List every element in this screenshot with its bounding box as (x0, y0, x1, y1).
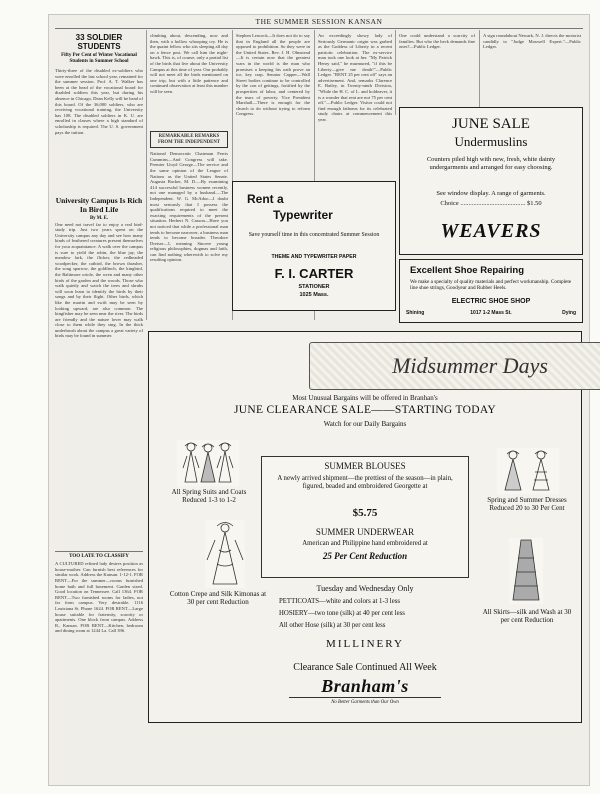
column-4 (318, 33, 392, 183)
typewriter-title-1: Rent a (247, 192, 284, 206)
branhams-slogan: No Better Garments than Our Own (331, 700, 399, 705)
remarks-continued: Stephen Leacock—It does not do to say that in England all the people are opposed to prohibition. So they were in the United States. Rev. J. H. Olmstead—It is certain now that the greatest wars in the world is the man who promises a keeping his oath prove an ice, key crap. Senator Capper—Wall Street bodies continue to be controlled by the con of gettings, fortified by the prosperities of labor, and centered by the tears of poverty. Vice President Marshall—There is enough for the church to do without trying to reform Congress. (236, 33, 310, 117)
remarks-box-title: REMARKABLE REMARKS FROM THE INDEPENDENT (150, 131, 228, 148)
typewriter-title-2: Typewriter (273, 208, 333, 222)
clearance-text: Clearance Sale Continued All Week (293, 662, 437, 673)
shoe-shop-name: ELECTRIC SHOE SHOP (451, 298, 531, 305)
blouses-price: $5.75 (352, 507, 378, 519)
ad-branhams (148, 331, 582, 723)
petticoats-text: PETTICOATS—white and colors at 1-3 less (279, 598, 401, 605)
ad-typewriter (232, 181, 396, 311)
column-rule (479, 30, 480, 115)
subhead-soldiers: Fifty Per Cent of Winter Vocational Students in Summer School (61, 53, 137, 64)
blouses-box (261, 456, 469, 578)
underwear-reduction: 25 Per Cent Reduction (322, 551, 408, 561)
branhams-daily: Watch for our Daily Bargains (323, 420, 407, 428)
underwear-body: American and Philippine hand embroidered at (302, 540, 428, 547)
branhams-logo: Branham's (289, 676, 441, 698)
article-soldiers-body: Thirty-three of the disabled ex-soldiers who were enrolled the last school year, remained for the summer session. Prof. A. T. Walker has been at the head of the vocational board for disabled soldiers this year, but during his absence in Chicago, Dean Kelly will be head of this board. Of the 36,000 soldiers, who are receiving vocational training, the University has 108. The disabled soldiers in K. U. are enrolled in classes where a high standard of scholarship is required. The U. S. government pays the tuition. (55, 68, 143, 135)
suits-text: All Spring Suits and Coats Reduced 1-3 to 1-2 (171, 488, 247, 504)
classified-heading: TOO LATE TO CLASSIFY (55, 551, 143, 560)
hosiery-text: HOSIERY—two tone (silk) at 40 per cent less (279, 610, 405, 617)
days-text: Tuesday and Wednesday Only (316, 584, 414, 593)
dresses-illustration (497, 448, 559, 494)
skirts-text: All Skirts—silk and Wash at 30 per cent Reduction (482, 608, 572, 624)
shoe-dying: Dying (562, 310, 576, 316)
kimonas-text: Cotton Crepe and Silk Kimonas at 30 per cent Reduction (169, 590, 267, 606)
column-rule (146, 30, 147, 320)
article-birds-continued: climbing about, descending, now and then, with a hollow whooping cry. He is the quaint fellow who sits sleeping all day on a fence post. We call him the night-hawk. This is, of course, only a partial list of the birds that live about the University Campus at this time of year. Our probably will not meet all the birds mentioned on one trip, but with a little patience and continued observation at least this number will be seen. (150, 33, 228, 94)
june-sale-choice: Choice ........................................ $1.50 (440, 200, 542, 207)
blouses-body: A newly arrived shipment—the prettiest of the season—in plain, figured, beaded and embroidered Georgette at (277, 475, 453, 491)
column-3 (236, 33, 310, 193)
june-sale-body: Counters piled high with new, fresh, white dainty undergarments and arranged for easy choosing. (426, 156, 556, 171)
branhams-intro: Most Unusual Bargains will be offered in Branhan's (292, 394, 438, 402)
ad-shoe-repair (399, 259, 583, 323)
column-2 (150, 33, 228, 313)
headline-birds: University Campus Is Rich In Bird Life (55, 196, 143, 214)
june-sale-subtitle: Undermuslins (454, 134, 528, 149)
carter-stationer: STATIONER (298, 284, 330, 290)
typewriter-paper: THEME AND TYPEWRITER PAPER (271, 254, 357, 260)
shoe-shining: Shining (406, 310, 425, 316)
skirts-illustration (509, 538, 543, 604)
millinery-text: MILLINERY (326, 638, 404, 650)
remarks-body: National Democratic Chairman Ferris Cummins—And Congress will take. Premier Lloyd George—The service and the same opinion of the League of Nations as the United States Senate. Augusta Backer, M. D.—By examining 414 successful business women recently, not one managed by a husband.—The Independent. W. G. McAdoo—I doubt most seriously that I possess the qualifications required to meet the exacting requirements of the present situation. Herbert N. Casson—Have you not noticed that while a professional man tends to become narrower, a business man tends to become broader. Theodore Dreiser—I, meaning Sincere young religious philosophies, dogmas and faith, can find nothing wherewith to solve my resulting opinion. (150, 151, 228, 263)
june-sale-display: See window display. A range of garments. (436, 190, 546, 197)
humor-snippet-2: A sign roundabout Newark, N. J. directs the motorist candidly to "Judge Maxwell Expert."—Public Ledger. (483, 33, 581, 50)
blouses-title: SUMMER BLOUSES (324, 461, 406, 471)
hose-text: All other Hose (silk) at 30 per cent less (279, 622, 386, 629)
carter-name: F. I. CARTER (274, 266, 354, 281)
typewriter-body: Save yourself time in this concentrated Summer Session (248, 232, 380, 238)
masthead-rule (55, 28, 583, 29)
suits-illustration (177, 440, 239, 486)
article-birds-body: One need not travel far to enjoy a real bird-study trip. Just two years spent on the University campus any day and see how many kinds of feathered creatures present themselves for your acquaintance. A walk over the campus is sure to yield the robin, the blue jay, the meadow lark, the flicker, the redheaded woodpecker, the catbird, the brown thrasher, the song sparrow, the goldfinch, the kingbird, the Baltimore oriole, the wren and many other birds of the garden and the woods. Those who walk quietly and watch the trees and shrubs will soon learn to identify the birds by their songs and by their flight. Other birds, which like the martin and swift may be seen by looking upward, are also common. The kingfisher may be seen near the river. The birds are friendly and the nature lover may walk close to them while they sing. In the thick underbrush about the campus a great variety of birds may be found in summer. (55, 221, 143, 339)
midsummer-banner: Midsummer Days (309, 342, 600, 390)
column-rule (395, 30, 396, 115)
classified-ads: A CULTURED refined lady desires position as house-mother. Can furnish best references for similar work. Address the Kansan. 1-12-1. FOR RENT—For the summer—rooms furnished home bath and full basement. Garden sized. Good location on Tennessee. Call 1364. FOR RENT—Two furnished rooms for ladies, not far from campus. Very desirable. 1116 Louisiana St. Phone 1624. FOR RENT—Large house suitable for fraternity, sorority or apartments. One block from campus. Address R., Kansan. FOR RENT—Kitchen, bedroom and dining room at 1244 La. Call 396. (55, 561, 143, 634)
humor-column: An exceedingly showy lady of Seriously Germanic origin was garbed as the Goddess of Liberty in a recent patriotic celebration. The ex-service man took one look at her. "My Patrick Henry said," he murmured, "if this be Liberty—give me death!"—Public Ledger. "RENT 25 per cent off" says an advertisement. And, remarks Clarence E. Bailey, in Twenty-ninth Division, "While the H. C. of L. and holdeaver, it is a wonder that rent are not 75 per cent off."—Public Ledger. Visitor could not find enough fathoms for its celebrated study chairs at commencement this year. (318, 33, 392, 122)
shoe-address: 1017 1-2 Mass St. (470, 310, 512, 316)
shoe-title: Excellent Shoe Repairing (410, 265, 525, 276)
june-sale-title: JUNE SALE (452, 116, 530, 132)
humor-snippet-1: One could understand a scarcity of families. But who the heck demands fine ones?—Public Ledger. (399, 33, 475, 50)
dresses-text: Spring and Summer Dresses Reduced 20 to 30 Per Cent (487, 496, 567, 512)
shoe-body: We make a specialty of quality materials and perfect workmanship. Complete line shoe strings, Goodyear and Rubber Heels. (410, 279, 572, 292)
column-6 (483, 33, 581, 69)
headline-soldiers: 33 SOLDIER STUDENTS (75, 33, 123, 51)
carter-address: 1025 Mass. (299, 292, 329, 298)
weavers-logo: WEAVERS (440, 220, 542, 242)
masthead: THE SUMMER SESSION KANSAN (255, 17, 383, 26)
underwear-title: SUMMER UNDERWEAR (315, 527, 415, 537)
column-5 (399, 33, 475, 69)
ad-june-sale (399, 107, 583, 255)
column-1 (55, 33, 143, 777)
branhams-headline: JUNE CLEARANCE SALE——STARTING TODAY (233, 404, 496, 416)
byline-birds: By M. E. (89, 216, 109, 221)
newspaper-page (48, 14, 590, 786)
kimonas-illustration (205, 520, 245, 588)
